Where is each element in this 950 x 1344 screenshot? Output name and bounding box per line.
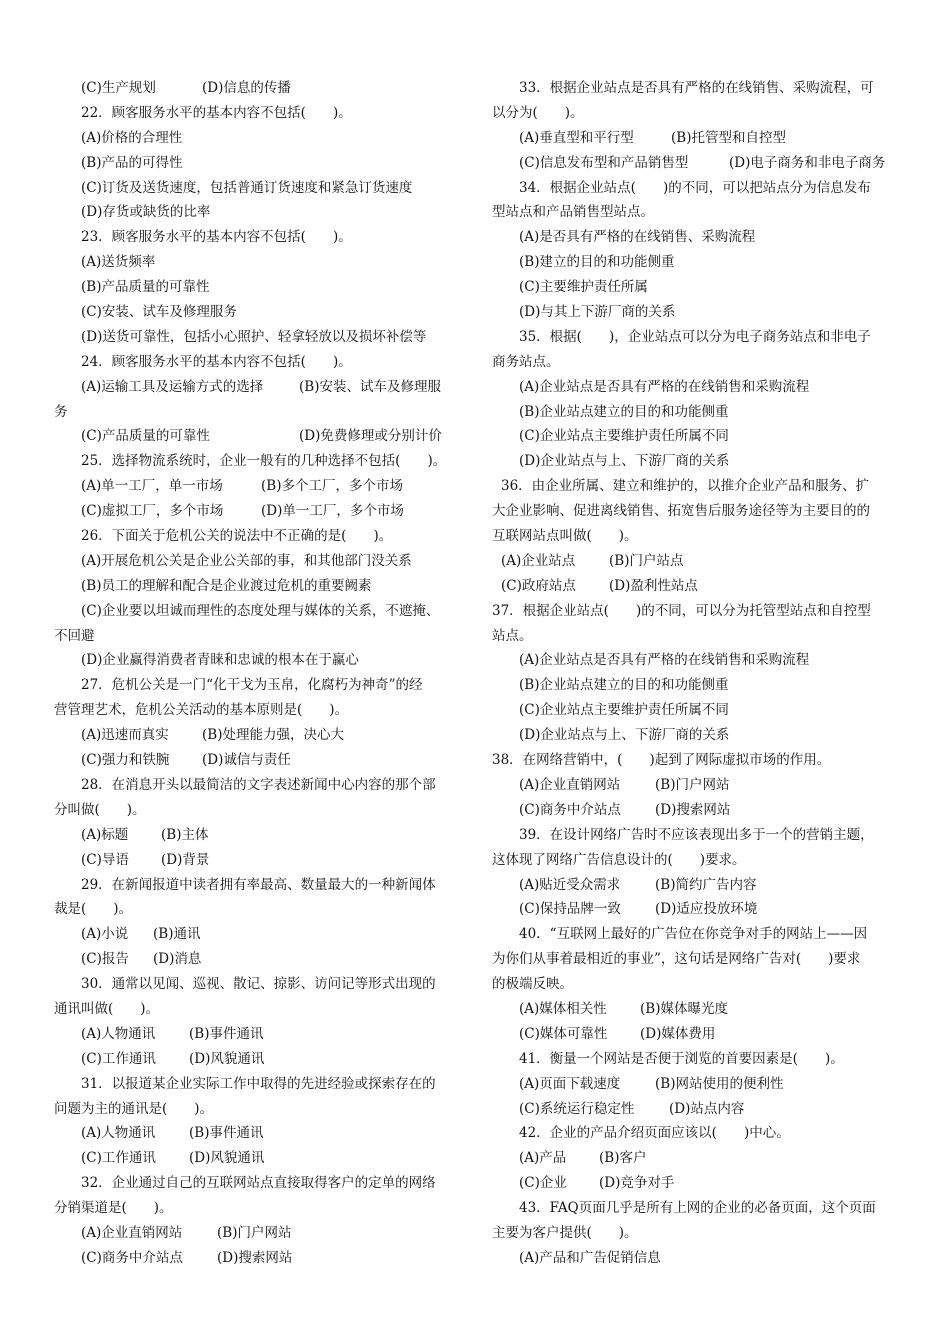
option-text: (A)运输工具及运输方式的选择	[81, 378, 264, 395]
left-line: 28．在消息开头以最简洁的文字表述新闻中心内容的那个部	[81, 776, 436, 793]
option-text: (C)商务中介站点	[81, 1249, 183, 1266]
left-line: 30．通常以见闻、巡视、散记、掠影、访问记等形式出现的	[81, 976, 436, 993]
option-text: (A)企业直销网站	[81, 1224, 183, 1241]
right-line: 互联网站点叫做( )。	[492, 528, 638, 545]
left-line: 31．以报道某企业实际工作中取得的先进经验或探索存在的	[81, 1075, 436, 1092]
right-line: 42．企业的产品介绍页面应该以( )中心。	[519, 1125, 790, 1142]
right-line	[492, 151, 897, 176]
option-text: (D)电子商务和非电子商务	[729, 154, 886, 171]
left-line: (B)产品质量的可靠性	[81, 279, 210, 296]
right-line: 大企业影响、促进离线销售、拓宽售后服务途径等为主要目的的	[492, 503, 870, 520]
left-line: 25．选择物流系统时，企业一般有的几种选择不包括( )。	[81, 453, 447, 470]
option-text: (B)事件通讯	[189, 1125, 264, 1142]
right-line: (C)企业站点主要维护责任所属不同	[519, 428, 729, 445]
left-line: (A)价格的合理性	[81, 129, 183, 146]
left-line: 23．顾客服务水平的基本内容不包括( )。	[81, 229, 352, 246]
option-text: (D)媒体费用	[640, 1025, 716, 1042]
option-text: (D)诚信与责任	[202, 752, 291, 769]
right-line: (A)产品和广告促销信息	[519, 1249, 661, 1266]
option-text: (D)单一工厂，多个市场	[261, 503, 404, 520]
right-line	[492, 549, 897, 574]
option-text: (B)简约广告内容	[655, 876, 757, 893]
option-text: (C)强力和铁腕	[81, 752, 170, 769]
option-text: (A)垂直型和平行型	[519, 129, 634, 146]
right-line: (A)企业站点是否具有严格的在线销售和采购流程	[519, 378, 810, 395]
left-line: (A)送货频率	[81, 254, 156, 271]
left-line: 22．顾客服务水平的基本内容不包括( )。	[81, 104, 352, 121]
option-text: (A)人物通讯	[81, 1125, 156, 1142]
left-line	[54, 748, 459, 773]
option-text: (C)导语	[81, 851, 129, 868]
left-line	[54, 823, 459, 848]
option-text: (C)政府站点	[501, 577, 576, 594]
left-line	[54, 922, 459, 947]
left-line	[54, 1047, 459, 1072]
left-line	[54, 1146, 459, 1171]
right-line: (A)企业站点是否具有严格的在线销售和采购流程	[519, 652, 810, 669]
right-line: 商务站点。	[492, 353, 560, 370]
left-column	[54, 76, 459, 1271]
option-text: (A)页面下载速度	[519, 1075, 621, 1092]
left-line	[54, 1221, 459, 1246]
option-text: (D)站点内容	[669, 1100, 745, 1117]
right-line	[492, 897, 897, 922]
right-line	[492, 997, 897, 1022]
option-text: (D)风貌通讯	[189, 1050, 265, 1067]
option-text: (B)门户网站	[217, 1224, 292, 1241]
option-text: (C)信息发布型和产品销售型	[519, 154, 689, 171]
option-text: (D)适应投放环境	[655, 901, 758, 918]
left-line	[54, 1022, 459, 1047]
left-line	[54, 947, 459, 972]
right-line: 33．根据企业站点是否具有严格的在线销售、采购流程，可	[519, 80, 874, 96]
option-text: (D)消息	[153, 951, 202, 968]
option-text: (A)迅速而真实	[81, 727, 169, 744]
option-text: (C)生产规划	[81, 80, 156, 96]
option-text: (B)多个工厂，多个市场	[261, 478, 403, 495]
option-text: (B)事件通讯	[189, 1025, 264, 1042]
option-text: (B)处理能力强，决心大	[202, 727, 344, 744]
right-line: 这体现了网络广告信息设计的( )要求。	[492, 851, 746, 868]
left-line	[54, 848, 459, 873]
option-text: (C)企业	[519, 1175, 567, 1192]
option-text: (B)门户站点	[609, 552, 684, 569]
right-line	[492, 126, 897, 151]
option-text: (A)企业站点	[501, 552, 576, 569]
left-line: (C)安装、试车及修理服务	[81, 304, 237, 321]
right-line	[492, 873, 897, 898]
option-text: (B)通讯	[153, 926, 201, 943]
right-line: (D)与其上下游厂商的关系	[519, 304, 676, 321]
left-line: 26．下面关于危机公关的说法中不正确的是( )。	[81, 528, 393, 545]
left-line	[54, 723, 459, 748]
right-line	[492, 1097, 897, 1122]
option-text: (C)产品质量的可靠性	[81, 428, 210, 445]
right-line	[492, 1146, 897, 1171]
right-line	[492, 798, 897, 823]
left-line	[54, 474, 459, 499]
right-line	[492, 773, 897, 798]
left-line: 裁是( )。	[54, 901, 133, 918]
right-line: 的极端反映。	[492, 976, 573, 993]
option-text: (B)托管型和自控型	[671, 129, 786, 146]
option-text: (C)工作通讯	[81, 1050, 156, 1067]
right-line: 34．根据企业站点( )的不同，可以把站点分为信息发布	[519, 179, 871, 196]
option-text: (D)竞争对手	[599, 1175, 675, 1192]
option-text: (B)客户	[599, 1150, 647, 1167]
right-line	[492, 1072, 897, 1097]
option-text: (D)免费修理或分别计价	[299, 428, 442, 445]
left-line: 问题为主的通讯是( )。	[54, 1100, 214, 1117]
option-text: (C)媒体可靠性	[519, 1025, 608, 1042]
option-text: (B)媒体曝光度	[640, 1000, 728, 1017]
right-column	[492, 76, 897, 1271]
right-line: (C)主要维护责任所属	[519, 279, 648, 296]
right-line	[492, 1022, 897, 1047]
option-text: (D)信息的传播	[202, 80, 291, 96]
option-text: (A)单一工厂，单一市场	[81, 478, 223, 495]
option-text: (D)盈利性站点	[609, 577, 698, 594]
right-line: (B)建立的目的和功能侧重	[519, 254, 675, 271]
left-line: 29．在新闻报道中读者拥有率最高、数量最大的一种新闻体	[81, 876, 436, 893]
right-line: 为你们从事着最相近的事业”，这句话是网络广告对( )要求	[492, 951, 861, 968]
right-line: (D)企业站点与上、下游厂商的关系	[519, 727, 730, 744]
right-line: 主要为客户提供( )。	[492, 1224, 638, 1241]
left-line: (D)企业赢得消费者青睐和忠诚的根本在于赢心	[81, 652, 359, 669]
right-line	[492, 574, 897, 599]
left-line	[54, 1121, 459, 1146]
left-line: (B)产品的可得性	[81, 154, 183, 171]
left-line	[54, 499, 459, 524]
option-text: (B)主体	[161, 826, 209, 843]
right-line: 37．根据企业站点( )的不同，可以分为托管型站点和自控型	[492, 602, 871, 619]
right-line: (A)是否具有严格的在线销售、采购流程	[519, 229, 756, 246]
option-text: (C)报告	[81, 951, 129, 968]
option-text: (A)产品	[519, 1150, 567, 1167]
right-line: (B)企业站点建立的目的和功能侧重	[519, 677, 729, 694]
left-line: (D)存货或缺货的比率	[81, 204, 211, 221]
left-line: 务	[54, 403, 68, 420]
left-line: 32．企业通过自己的互联网站点直接取得客户的定单的网络	[81, 1175, 436, 1192]
left-line: 营管理艺术，危机公关活动的基本原则是( )。	[54, 702, 349, 719]
option-text: (D)搜索网站	[217, 1249, 293, 1266]
right-line: 40．“互联网上最好的广告位在你竞争对手的网站上——因	[519, 926, 868, 943]
left-line: 不回避	[54, 627, 95, 644]
option-text: (D)背景	[161, 851, 210, 868]
left-line: (B)员工的理解和配合是企业渡过危机的重要阙素	[81, 577, 372, 594]
option-text: (A)小说	[81, 926, 129, 943]
right-line: 型站点和产品销售型站点。	[492, 204, 654, 221]
right-line: (B)企业站点建立的目的和功能侧重	[519, 403, 729, 420]
right-line: (C)企业站点主要维护责任所属不同	[519, 702, 729, 719]
left-line: 27．危机公关是一门“化干戈为玉帛，化腐朽为神奇”的经	[81, 677, 423, 694]
option-text: (B)网站使用的便利性	[655, 1075, 784, 1092]
right-line: 43．FAQ页面几乎是所有上网的企业的必备页面，这个页面	[519, 1200, 876, 1217]
option-text: (B)安装、试车及修理服	[299, 378, 441, 395]
option-text: (A)人物通讯	[81, 1025, 156, 1042]
left-line: 通讯叫做( )。	[54, 1000, 160, 1017]
left-line	[54, 76, 459, 101]
left-line: (A)开展危机公关是企业公关部的事，和其他部门没关系	[81, 552, 412, 569]
option-text: (A)标题	[81, 826, 129, 843]
option-text: (D)搜索网站	[655, 801, 731, 818]
option-text: (C)系统运行稳定性	[519, 1100, 635, 1117]
option-text: (B)门户网站	[655, 776, 730, 793]
option-text: (C)商务中介站点	[519, 801, 621, 818]
option-text: (A)企业直销网站	[519, 776, 621, 793]
right-line: 35．根据( )，企业站点可以分为电子商务站点和非电子	[519, 328, 871, 345]
right-line: 38．在网络营销中，( )起到了网际虚拟市场的作用。	[492, 752, 831, 769]
option-text: (C)保持品牌一致	[519, 901, 621, 918]
left-line: 24．顾客服务水平的基本内容不包括( )。	[81, 353, 352, 370]
right-line	[492, 1171, 897, 1196]
option-text: (C)虚拟工厂，多个市场	[81, 503, 224, 520]
right-line: 以分为( )。	[492, 104, 584, 121]
option-text: (A)贴近受众需求	[519, 876, 621, 893]
left-line: 分叫做( )。	[54, 801, 146, 818]
option-text: (D)风貌通讯	[189, 1150, 265, 1167]
left-line	[54, 424, 459, 449]
right-line: 36．由企业所属、建立和维护的，以推介企业产品和服务、扩	[501, 478, 870, 495]
right-line: 39．在设计网络广告时不应该表现出多于一个的营销主题，	[519, 826, 874, 843]
left-line: (C)企业要以坦诚而理性的态度处理与媒体的关系，不遮掩、	[81, 602, 440, 619]
left-line: (C)订货及送货速度，包括普通订货速度和紧急订货速度	[81, 179, 413, 196]
left-line	[54, 375, 459, 400]
left-line: 分销渠道是( )。	[54, 1200, 173, 1217]
left-line	[54, 1246, 459, 1271]
right-line: (D)企业站点与上、下游厂商的关系	[519, 453, 730, 470]
right-line: 站点。	[492, 627, 533, 644]
left-line: (D)送货可靠性，包括小心照护、轻拿轻放以及损坏补偿等	[81, 328, 427, 345]
option-text: (A)媒体相关性	[519, 1000, 607, 1017]
option-text: (C)工作通讯	[81, 1150, 156, 1167]
right-line: 41．衡量一个网站是否便于浏览的首要因素是( )。	[519, 1050, 844, 1067]
